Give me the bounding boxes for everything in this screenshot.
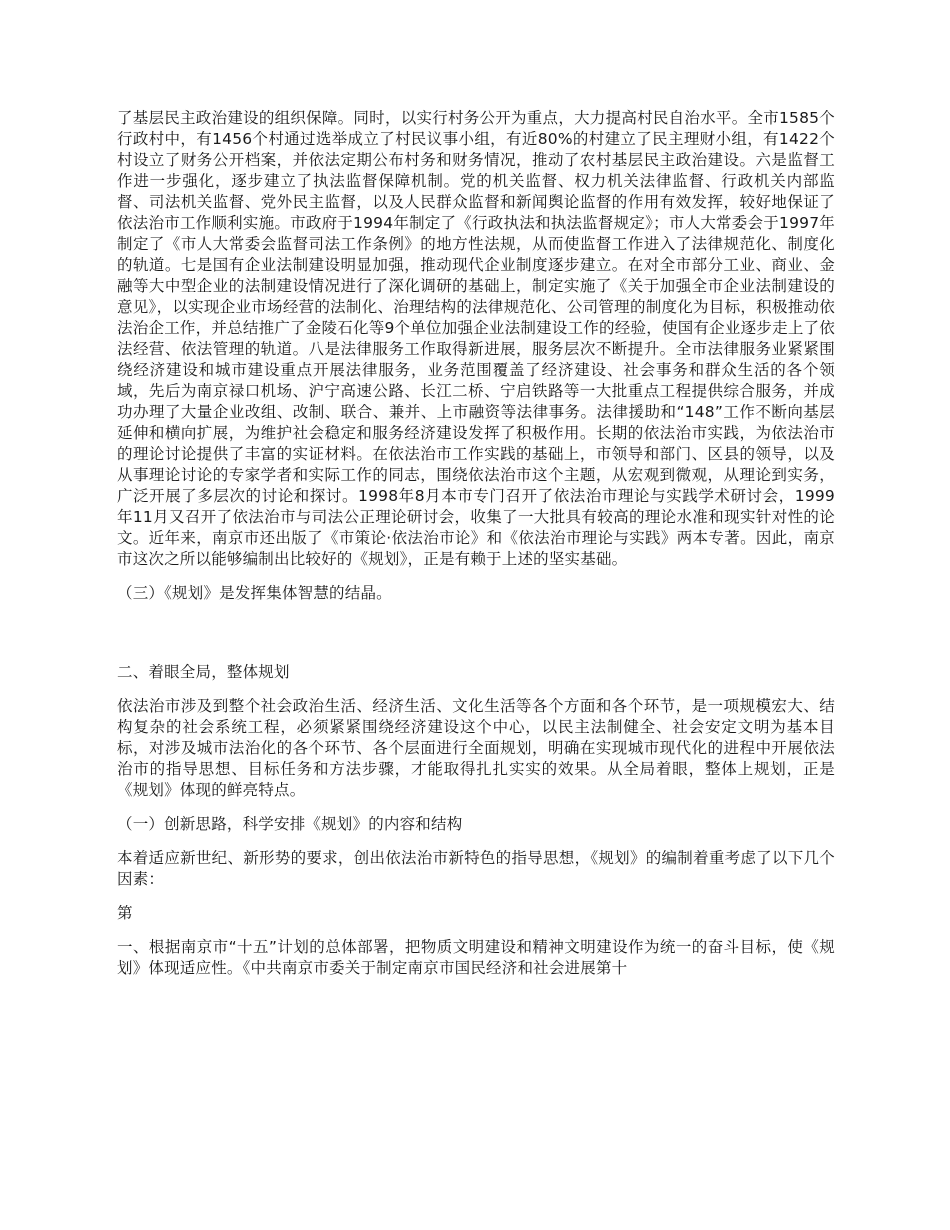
section-heading-overall-planning: 二、着眼全局，整体规划 (117, 663, 290, 681)
subheading-collective-wisdom: （三）《规划》是发挥集体智慧的结晶。 (117, 584, 392, 602)
paragraph-five-year-plan: 一、根据南京市“十五”计划的总体部署，把物质文明建设和精神文明建设作为统一的奋斗目标，使《规划》体现适应性。《中共南京市委关于制定南京市国民经济和社会进展第十 (117, 938, 835, 977)
paragraph-guiding-ideas: 本着适应新世纪、新形势的要求，创出依法治市新特色的指导思想，《规划》的编制着重考虑了以下几个因素： (117, 849, 835, 888)
paragraph-village-affairs: 了基层民主政治建设的组织保障。同时，以实行村务公开为重点，大力提高村民自治水平。全市1585个行政村中，有1456个村通过选举成立了村民议事小组，有近80%的村建立了民主理财小组，有1422个村设立了财务公开档案，并依法定期公布村务和财务情况，推动了农村基层民主政治建设。六是监督工作进一步强化，逐步建立了执法监督保障机制。党的机关监督、权力机关法律监督、行政机关内部监督、司法机关监督、党外民主监督，以及人民群众监督和新闻舆论监督的作用有效发挥，较好地保证了依法治市工作顺利实施。市政府于1994年制定了《行政执法和执法监督规定》；市人大常委会于1997年制定了《市人大常委会监督司法工作条例》的地方性法规，从而使监督工作进入了法律规范化、制度化的轨道。七是国有企业法制建设明显加强，推动现代企业制度逐步建立。在对全市部分工业、商业、金融等大中型企业的法制建设情况进行了深化调研的基础上，制定实施了《关于加强全市企业法制建设的意见》，以实现企业市场经营的法制化、治理结构的法律规范化、公司管理的制度化为目标，积极推动依法治企工作，并总结推广了金陵石化等9个单位加强企业法制建设工作的经验，使国有企业逐步走上了依法经营、依法管理的轨道。八是法律服务工作取得新进展，服务层次不断提升。全市法律服务业紧紧围绕经济建设和城市建设重点开展法律服务，业务范围覆盖了经济建设、社会事务和群众生活的各个领域，先后为南京禄口机场、沪宁高速公路、长江二桥、宁启铁路等一大批重点工程提供综合服务，并成功办理了大量企业改组、改制、联合、兼并、上市融资等法律事务。法律援助和“148”工作不断向基层延伸和横向扩展，为维护社会稳定和服务经济建设发挥了积极作用。长期的依法治市实践，为依法治市的理论讨论提供了丰富的实证材料。在依法治市工作实践的基础上，市领导和部门、区县的领导，以及从事理论讨论的专家学者和实际工作的同志，围绕依法治市这个主题，从宏观到微观，从理论到实务，广泛开展了多层次的讨论和探讨。1998年8月本市专门召开了依法治市理论与实践学术研讨会，1999年11月又召开了依法治市与司法公正理论研讨会，收集了一大批具有较高的理论水准和现实针对性的论文。近年来，南京市还出版了《市策论·依法治市论》和《依法治市理论与实践》两本专著。因此，南京市这次之所以能够编制出比较好的《规划》，正是有赖于上述的坚实基础。 (117, 109, 835, 568)
document-body (117, 108, 835, 992)
section-spacer (117, 617, 835, 662)
paragraph-system-engineering: 依法治市涉及到整个社会政治生活、经济生活、文化生活等各个方面和各个环节，是一项规模宏大、结构复杂的社会系统工程，必须紧紧围绕经济建设这个中心，以民主法制健全、社会安定文明为基本目标，对涉及城市法治化的各个环节、各个层面进行全面规划，明确在实现城市现代化的进程中开展依法治市的指导思想、目标任务和方法步骤，才能取得扎扎实实的效果。从全局着眼，整体上规划，正是《规划》体现的鲜亮特点。 (117, 697, 835, 799)
subheading-innovative-thinking: （一）创新思路，科学安排《规划》的内容和结构 (117, 815, 463, 833)
paragraph-ordinal: 第 (117, 904, 133, 922)
